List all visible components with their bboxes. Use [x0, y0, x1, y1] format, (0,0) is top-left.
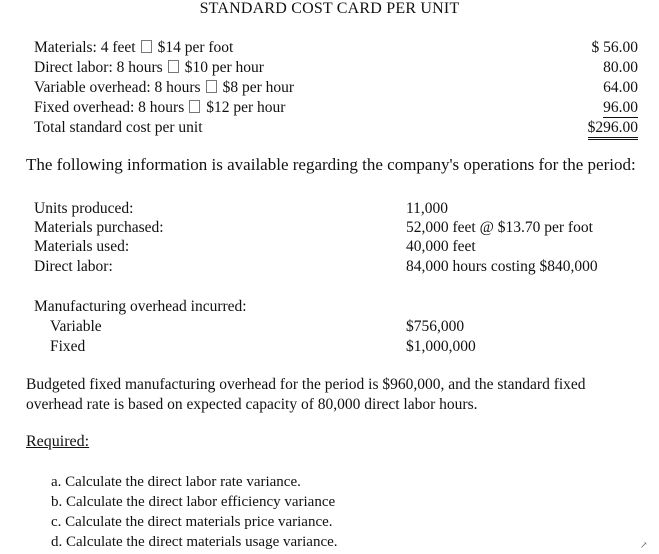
overhead-fixed-value: $1,000,000: [406, 338, 476, 355]
cost-row-direct-labor: [34, 59, 638, 79]
cost-rate: $12 per hour: [206, 99, 286, 116]
placeholder-box-icon: [141, 40, 152, 53]
info-label: Materials used:: [34, 238, 130, 255]
scan-mark-icon: ↗: [640, 540, 648, 550]
task-item: c. Calculate the direct materials price variance.: [51, 514, 333, 530]
overhead-variable-label: Variable: [50, 318, 102, 335]
info-value: 52,000 feet @ $13.70 per foot: [406, 219, 593, 236]
info-label: Direct labor:: [34, 258, 113, 275]
cost-label: Variable overhead: 8 hours: [34, 79, 201, 96]
info-value: 84,000 hours costing $840,000: [406, 258, 598, 275]
info-label: Units produced:: [34, 200, 134, 217]
info-label: Materials purchased:: [34, 219, 164, 236]
required-heading: Required:: [26, 433, 90, 450]
cost-row-materials: [34, 39, 638, 59]
page-title: STANDARD COST CARD PER UNIT: [199, 0, 460, 17]
task-item: d. Calculate the direct materials usage variance.: [51, 534, 338, 550]
overhead-fixed-label: Fixed: [50, 338, 86, 355]
placeholder-box-icon: [189, 100, 200, 113]
info-value: 40,000 feet: [406, 238, 476, 255]
overhead-heading: Manufacturing overhead incurred:: [34, 298, 247, 315]
cost-rate: $14 per foot: [157, 39, 234, 56]
intro-text: The following information is available regarding the company's operations for the period:: [26, 155, 636, 174]
cost-row-variable-overhead: [34, 79, 638, 99]
task-item: b. Calculate the direct labor efficiency variance: [51, 494, 336, 510]
cost-label: Total standard cost per unit: [34, 119, 203, 136]
cost-rate: $8 per hour: [222, 79, 295, 96]
cost-label: Materials: 4 feet: [34, 39, 136, 56]
cost-row-total: [34, 119, 638, 139]
cost-amount: 64.00: [603, 79, 638, 96]
cost-amount: $ 56.00: [591, 39, 638, 56]
cost-row-fixed-overhead: [34, 99, 638, 119]
cost-amount: 80.00: [603, 59, 638, 76]
task-item: a. Calculate the direct labor rate variance.: [51, 474, 301, 490]
budget-paragraph: Budgeted fixed manufacturing overhead for the period is $960,000, and the standard fixed overhead rate is based on expected capacity of 80,000 direct labor hours.: [26, 376, 586, 413]
info-value: 11,000: [406, 200, 449, 217]
cost-rate: $10 per hour: [184, 59, 264, 76]
cost-total-amount: $296.00: [588, 119, 638, 140]
cost-amount: 96.00: [603, 99, 638, 116]
placeholder-box-icon: [206, 80, 217, 93]
cost-label: Direct labor: 8 hours: [34, 59, 163, 76]
placeholder-box-icon: [168, 60, 179, 73]
overhead-variable-value: $756,000: [406, 318, 465, 335]
cost-label: Fixed overhead: 8 hours: [34, 99, 185, 116]
